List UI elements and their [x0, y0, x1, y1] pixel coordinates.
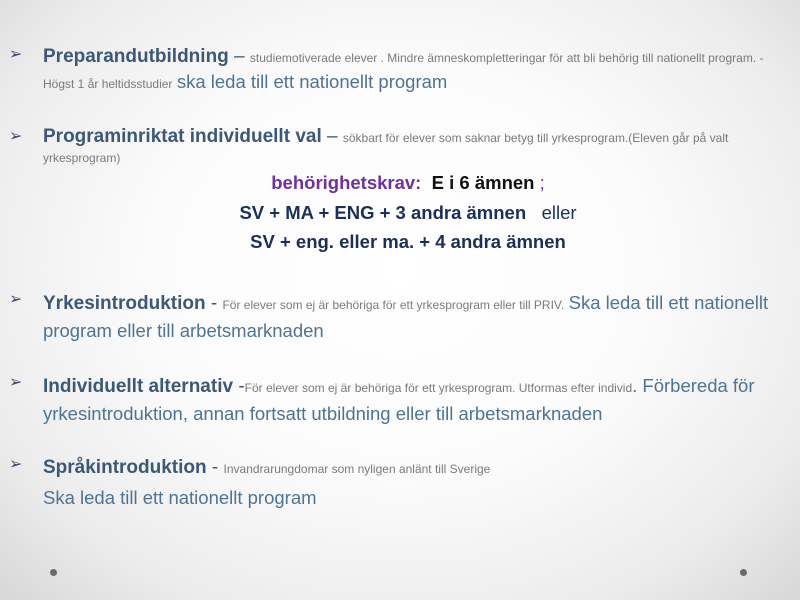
decorative-dot [740, 569, 747, 576]
item-description: För elever som ej är behöriga för ett yrkesprogram eller till PRIV. [222, 298, 565, 312]
requirements-line-3 [0, 231, 800, 253]
item-heading: Preparandutbildning [43, 46, 229, 67]
item-text [43, 290, 792, 345]
item-goal-line [43, 485, 792, 512]
item-goal: ska leda till ett nationellt program [176, 71, 448, 92]
arrow-bullet-icon: ➢ [9, 291, 23, 308]
item-dash: – [228, 46, 250, 67]
item-heading: Yrkesintroduktion [43, 293, 206, 314]
item-description: studiemotiverade elever . Mindre ämneskompletteringar för att bli behörig till nationellt program. - Högst 1 år heltidsstudier [43, 51, 764, 91]
item-heading: Programinriktat individuellt val [43, 126, 322, 147]
requirements-line-2 [0, 202, 800, 224]
item-goal: Ska leda till ett nationellt program eller till arbetsmarknaden [43, 292, 769, 341]
item-description: sökbart för elever som saknar betyg till yrkesprogram.(Eleven går på valt yrkesprogram) [43, 131, 729, 165]
requirements-option-1: SV + MA + ENG + 3 andra ämnen [239, 202, 527, 223]
item-description: För elever som ej är behöriga för ett yrkesprogram. Utformas efter individ [244, 381, 633, 395]
requirements-label: behörighetskrav: [271, 172, 422, 193]
item-description: Invandrarungdomar som nyligen anlänt till Sverige [223, 462, 491, 476]
item-dash: - [205, 293, 223, 314]
item-text [43, 45, 792, 96]
requirements-value: E i 6 ämnen [431, 172, 535, 193]
item-heading: Språkintroduktion [43, 457, 207, 478]
item-dash: - [206, 457, 224, 478]
item-text [43, 127, 792, 168]
arrow-bullet-icon: ➢ [9, 374, 23, 391]
item-dash: - [233, 376, 245, 397]
item-heading: Individuellt alternativ [43, 376, 234, 397]
item-text [43, 373, 792, 428]
requirements-semicolon: ; [539, 172, 545, 193]
item-dash: – [321, 126, 343, 147]
arrow-bullet-icon: ➢ [9, 128, 23, 145]
requirements-line-1 [0, 172, 800, 194]
item-goal: Ska leda till ett nationellt program [43, 487, 317, 508]
item-goal: . Förbereda för yrkesintroduktion, annan fortsatt utbildning eller till arbetsmarknaden [43, 375, 755, 424]
requirements-option-2: SV + eng. eller ma. + 4 andra ämnen [250, 231, 566, 252]
requirements-or: eller [541, 202, 577, 223]
arrow-bullet-icon: ➢ [9, 46, 23, 63]
item-text [43, 455, 792, 482]
decorative-dot [50, 569, 57, 576]
arrow-bullet-icon: ➢ [9, 456, 23, 473]
